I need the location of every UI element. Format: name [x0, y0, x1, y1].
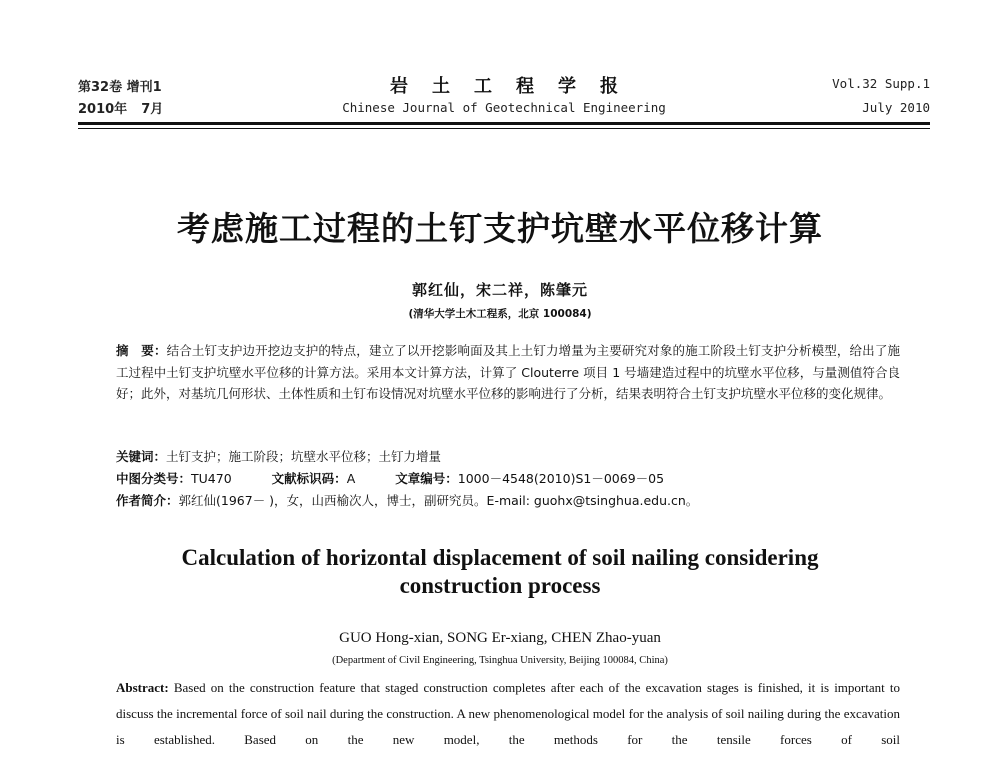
- abstract-label-en: Abstract:: [116, 680, 169, 695]
- author-bio-cn: [116, 490, 900, 512]
- keywords-cn: [116, 446, 900, 468]
- issue-year: 2010年: [78, 102, 128, 117]
- volume-supp-en: Vol.32 Supp.1: [832, 76, 930, 91]
- journal-name-cn: 岩土工程学报: [390, 76, 642, 97]
- affiliation-en: (Department of Civil Engineering, Tsinghua University, Beijing 100084, China): [332, 655, 668, 666]
- authors-en: GUO Hong-xian, SONG Er-xiang, CHEN Zhao-yuan: [339, 630, 661, 646]
- abstract-label-cn: 摘 要：: [116, 343, 167, 358]
- journal-name-en: Chinese Journal of Geotechnical Engineering: [342, 100, 666, 115]
- doc-code-value: A: [346, 471, 356, 486]
- date-en: July 2010: [862, 100, 930, 115]
- doc-code-label: 文献标识码：: [271, 471, 347, 486]
- abstract-cn: [116, 340, 900, 405]
- bio-text-cn: 郭红仙(1967－ )，女，山西榆次人，博士，副研究员。E-mail: guohx@tsinghua.edu.cn。: [178, 493, 699, 508]
- keywords-text-cn: 土钉支护；施工阶段；坑壁水平位移；土钉力增量: [166, 449, 442, 464]
- clc-value: TU470: [191, 471, 232, 486]
- issue-month: 7月: [141, 102, 164, 117]
- clc-label: 中图分类号：: [116, 471, 192, 486]
- keywords-label-cn: 关键词：: [116, 449, 167, 464]
- bio-label-cn: 作者简介：: [116, 493, 179, 508]
- abstract-text-cn: 结合土钉支护边开挖边支护的特点，建立了以开挖影响面及其上土钉力增量为主要研究对象的施工阶段土钉支护分析模型，给出了施工过程中土钉支护坑壁水平位移的计算方法。采用本文计算方法，计算了 Clouterre 项目 1 号墙建造过程中的坑壁水平位移，与量测值符合良好；此外，对基坑几何形状、土体性质和土钉布设情况对坑壁水平位移的影响进行了分析，结果表明符合土钉支护坑壁水平位移的变化规律。: [116, 343, 900, 401]
- paper-title-en: [0, 544, 1000, 600]
- abstract-text-en: Based on the construction feature that staged construction completes after each of the excavation stages is finished, it is important to discuss the incremental force of soil nail during the construction. A new phenomenological model for the analysis of soil nailing during the excavation is established. Based on the new model, the methods for the tensile forces of soil: [116, 680, 900, 747]
- article-no-label: 文章编号：: [395, 471, 458, 486]
- header-rule-thick: [78, 122, 930, 125]
- journal-header: [78, 72, 930, 122]
- paper-title-en-line1: Calculation of horizontal displacement of soil nailing considering: [181, 545, 819, 570]
- affiliation-cn: (清华大学土木工程系，北京 100084): [408, 308, 592, 320]
- abstract-en: [116, 675, 900, 753]
- header-rule-thin: [78, 128, 930, 129]
- paper-title-cn: 考虑施工过程的土钉支护坑壁水平位移计算: [177, 209, 823, 248]
- classification-line: [116, 468, 900, 490]
- paper-title-en-line2: construction process: [399, 573, 601, 598]
- volume-issue: 第32卷 增刊1: [78, 80, 162, 95]
- authors-cn: 郭红仙，宋二祥，陈肇元: [411, 281, 588, 299]
- article-no-value: 1000－4548(2010)S1－0069－05: [457, 471, 665, 486]
